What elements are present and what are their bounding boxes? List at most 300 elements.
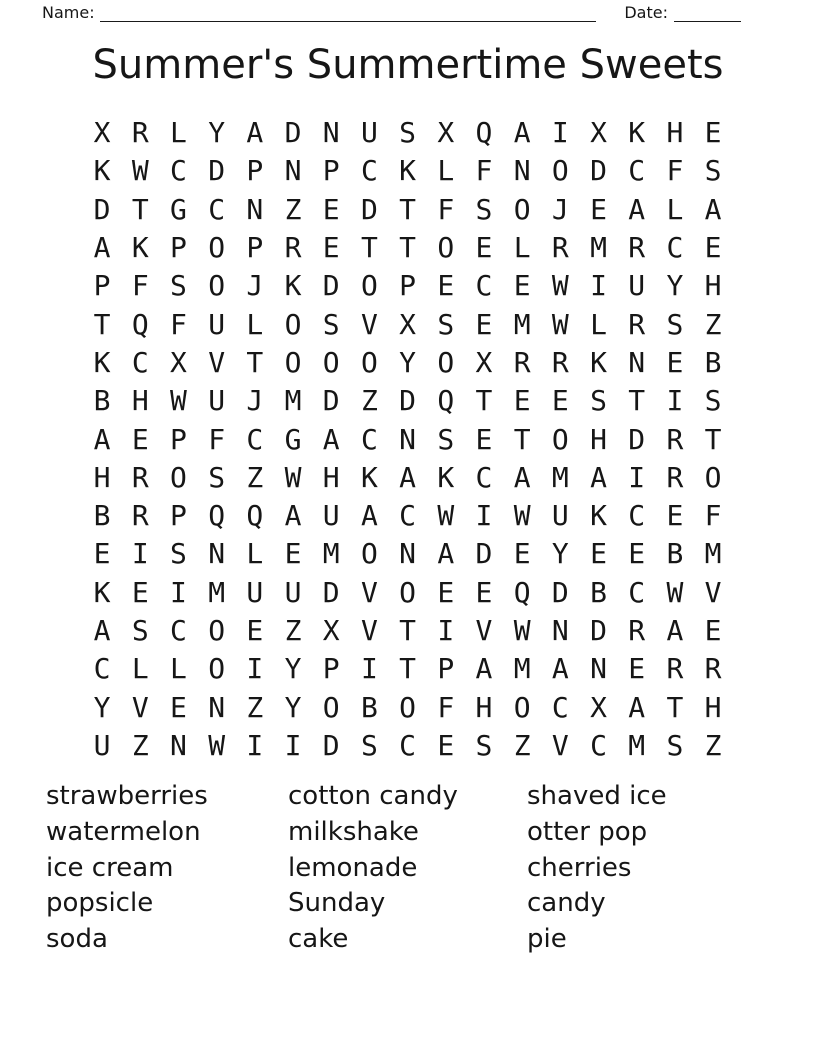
grid-letter-r13c8: V <box>360 575 378 609</box>
grid-letter-r14c2: S <box>131 614 149 647</box>
grid-letter-r8c10: Q <box>437 384 455 418</box>
grid-letter-r12c6: E <box>284 537 302 571</box>
grid-letter-r11c16: E <box>666 499 684 533</box>
grid-letter-r2c9: K <box>399 154 417 188</box>
grid-letter-r15c1: C <box>93 652 111 686</box>
grid-letter-r15c15: E <box>628 652 646 686</box>
grid-letter-r9c6: G <box>284 422 302 456</box>
grid-letter-r6c13: W <box>551 307 569 341</box>
grid-letter-r8c11: T <box>475 384 493 418</box>
grid-letter-r6c14: L <box>590 307 607 341</box>
grid-letter-r1c1: X <box>93 116 111 150</box>
grid-letter-r7c17: B <box>704 345 722 379</box>
grid-letter-r5c5: J <box>246 269 264 303</box>
grid-letter-r3c10: F <box>437 192 455 226</box>
grid-letter-r11c17: F <box>704 499 722 533</box>
grid-letter-r14c9: T <box>399 614 417 647</box>
grid-letter-r7c2: C <box>131 345 149 379</box>
name-label: Name: <box>42 3 95 22</box>
grid-letter-r15c2: L <box>131 652 149 686</box>
grid-letter-r2c3: C <box>170 154 187 188</box>
grid-letter-r9c1: A <box>93 422 111 456</box>
grid-letter-r10c12: A <box>513 460 531 494</box>
grid-letter-r2c11: F <box>475 154 493 188</box>
word-list-item: watermelon <box>46 816 201 847</box>
header <box>42 3 741 22</box>
word-list-item: Sunday <box>288 888 386 919</box>
word-list-item: shaved ice <box>527 781 667 811</box>
grid-letter-r16c16: T <box>666 690 684 724</box>
grid-letter-r12c17: M <box>704 537 722 571</box>
grid-letter-r8c14: S <box>590 384 607 418</box>
grid-letter-r5c13: W <box>551 269 569 303</box>
grid-letter-r14c7: X <box>322 614 340 647</box>
puzzle-title: Summer's Summertime Sweets <box>92 42 724 88</box>
grid-letter-r8c12: E <box>513 384 531 418</box>
grid-letter-r7c4: V <box>208 345 226 379</box>
grid-letter-r4c2: K <box>131 231 149 265</box>
letter-grid <box>83 114 732 765</box>
word-list-column-2 <box>288 779 458 958</box>
grid-letter-r2c17: S <box>704 154 722 188</box>
grid-letter-r1c6: D <box>284 116 302 150</box>
grid-letter-r3c14: E <box>590 192 607 226</box>
grid-letter-r5c14: I <box>590 269 607 303</box>
grid-letter-r8c16: I <box>666 384 684 418</box>
grid-letter-r7c11: X <box>475 345 493 379</box>
grid-letter-r15c10: P <box>437 652 455 686</box>
grid-letter-r3c6: Z <box>284 192 302 226</box>
grid-letter-r16c12: O <box>513 690 531 724</box>
grid-letter-r6c5: L <box>246 307 264 341</box>
word-list-item: lemonade <box>288 852 418 883</box>
grid-letter-r7c1: K <box>93 345 111 379</box>
grid-letter-r10c4: S <box>208 460 226 494</box>
grid-letter-r1c12: A <box>513 116 531 150</box>
grid-letter-r11c8: A <box>360 499 378 533</box>
grid-letter-r17c8: S <box>360 728 378 762</box>
grid-letter-r3c1: D <box>93 192 111 226</box>
grid-letter-r14c4: O <box>208 614 226 647</box>
grid-letter-r16c2: V <box>131 690 149 724</box>
grid-letter-r3c16: L <box>666 192 684 226</box>
grid-letter-r7c16: E <box>666 345 684 379</box>
grid-letter-r16c13: C <box>551 690 569 724</box>
grid-letter-r15c17: R <box>704 652 722 686</box>
grid-letter-r15c3: L <box>170 652 187 686</box>
word-list-item: strawberries <box>46 781 208 811</box>
grid-letter-r7c13: R <box>551 345 569 379</box>
grid-letter-r17c2: Z <box>131 728 149 762</box>
grid-letter-r3c8: D <box>360 192 378 226</box>
grid-letter-r1c7: N <box>322 116 340 150</box>
grid-letter-r13c10: E <box>437 575 455 609</box>
grid-letter-r13c9: O <box>399 575 417 609</box>
grid-letter-r16c9: O <box>399 690 417 724</box>
grid-letter-r14c3: C <box>170 614 187 647</box>
grid-letter-r5c2: F <box>131 269 149 303</box>
grid-letter-r12c15: E <box>628 537 646 571</box>
grid-letter-r10c7: H <box>322 460 340 494</box>
grid-letter-r5c3: S <box>170 269 187 303</box>
grid-letter-r14c6: Z <box>284 614 302 647</box>
grid-letter-r2c2: W <box>131 154 149 188</box>
grid-letter-r11c15: C <box>628 499 646 533</box>
grid-letter-r14c5: E <box>246 614 264 647</box>
grid-letter-r9c16: R <box>666 422 684 456</box>
grid-letter-r5c11: C <box>475 269 493 303</box>
grid-letter-r6c6: O <box>284 307 302 341</box>
grid-letter-r17c9: C <box>399 728 417 762</box>
grid-letter-r1c17: E <box>704 116 722 150</box>
grid-letter-r15c14: N <box>590 652 607 686</box>
grid-letter-r5c7: D <box>322 269 340 303</box>
grid-letter-r6c2: Q <box>131 307 149 341</box>
grid-letter-r11c7: U <box>322 499 340 533</box>
grid-letter-r12c7: M <box>322 537 340 571</box>
grid-letter-r1c2: R <box>131 116 149 150</box>
grid-letter-r4c4: O <box>208 231 226 265</box>
grid-letter-r3c4: C <box>208 192 226 226</box>
grid-letter-r7c8: O <box>360 345 378 379</box>
grid-letter-r6c7: S <box>322 307 340 341</box>
grid-letter-r8c8: Z <box>360 384 378 418</box>
grid-letter-r17c12: Z <box>513 728 531 762</box>
grid-letter-r9c12: T <box>513 422 531 456</box>
grid-letter-r6c17: Z <box>704 307 722 341</box>
grid-letter-r3c2: T <box>131 192 149 226</box>
grid-letter-r1c16: H <box>666 116 684 150</box>
grid-letter-r15c6: Y <box>284 652 302 686</box>
grid-letter-r8c13: E <box>551 384 569 418</box>
grid-letter-r12c11: D <box>475 537 493 571</box>
grid-letter-r9c13: O <box>551 422 569 456</box>
grid-letter-r5c17: H <box>704 269 722 303</box>
grid-letter-r16c6: Y <box>284 690 302 724</box>
grid-letter-r12c10: A <box>437 537 455 571</box>
grid-letter-r17c6: I <box>284 728 302 762</box>
grid-letter-r16c4: N <box>208 690 226 724</box>
grid-letter-r2c13: O <box>551 154 569 188</box>
grid-letter-r6c8: V <box>360 307 378 341</box>
word-list-column-1 <box>46 779 208 958</box>
grid-letter-r4c16: C <box>666 231 684 265</box>
grid-letter-r11c4: Q <box>208 499 226 533</box>
grid-letter-r10c9: A <box>399 460 417 494</box>
word-list-item: cherries <box>527 852 632 883</box>
grid-letter-r7c6: O <box>284 345 302 379</box>
date-blank-line <box>674 3 741 22</box>
grid-letter-r15c11: A <box>475 652 493 686</box>
grid-letter-r16c14: X <box>590 690 607 724</box>
grid-letter-r16c1: Y <box>93 690 111 724</box>
grid-letter-r9c10: S <box>437 422 455 456</box>
grid-letter-r4c5: P <box>246 231 264 265</box>
grid-letter-r5c16: Y <box>666 269 684 303</box>
grid-letter-r10c17: O <box>704 460 722 494</box>
grid-letter-r17c15: M <box>628 728 646 762</box>
grid-letter-r10c13: M <box>551 460 569 494</box>
grid-letter-r15c16: R <box>666 652 684 686</box>
grid-letter-r12c1: E <box>93 537 111 571</box>
grid-letter-r1c3: L <box>170 116 187 150</box>
grid-letter-r6c16: S <box>666 307 684 341</box>
grid-letter-r7c9: Y <box>399 345 417 379</box>
grid-letter-r5c8: O <box>360 269 378 303</box>
grid-letter-r3c5: N <box>246 192 264 226</box>
grid-letter-r8c15: T <box>628 384 646 418</box>
grid-letter-r2c16: F <box>666 154 684 188</box>
grid-letter-r10c3: O <box>170 460 187 494</box>
grid-letter-r10c8: K <box>360 460 378 494</box>
grid-letter-r12c4: N <box>208 537 226 571</box>
grid-letter-r17c4: W <box>208 728 226 762</box>
grid-letter-r16c5: Z <box>246 690 264 724</box>
grid-letter-r2c1: K <box>93 154 111 188</box>
grid-letter-r7c14: K <box>590 345 607 379</box>
grid-letter-r9c17: T <box>704 422 722 456</box>
grid-letter-r6c11: E <box>475 307 493 341</box>
grid-letter-r13c17: V <box>704 575 722 609</box>
word-list-item: ice cream <box>46 852 174 883</box>
grid-letter-r3c7: E <box>322 192 340 226</box>
grid-letter-r16c10: F <box>437 690 455 724</box>
grid-letter-r2c8: C <box>360 154 378 188</box>
grid-letter-r5c4: O <box>208 269 226 303</box>
grid-letter-r17c11: S <box>475 728 493 762</box>
grid-letter-r8c7: D <box>322 384 340 418</box>
grid-letter-r8c6: M <box>284 384 302 418</box>
grid-letter-r8c17: S <box>704 384 722 418</box>
grid-letter-r4c15: R <box>628 231 646 265</box>
grid-letter-r4c6: R <box>284 231 302 265</box>
grid-letter-r6c15: R <box>628 307 646 341</box>
word-list-item: soda <box>46 924 108 955</box>
grid-letter-r13c15: C <box>628 575 646 609</box>
grid-letter-r13c6: U <box>284 575 302 609</box>
grid-letter-r10c2: R <box>131 460 149 494</box>
grid-letter-r15c8: I <box>360 652 378 686</box>
grid-letter-r10c1: H <box>93 460 111 494</box>
grid-letter-r1c11: Q <box>475 116 493 150</box>
grid-letter-r5c10: E <box>437 269 455 303</box>
grid-letter-r13c3: I <box>170 575 187 609</box>
word-list-item: popsicle <box>46 888 154 919</box>
grid-letter-r8c1: B <box>93 384 111 418</box>
grid-letter-r15c4: O <box>208 652 226 686</box>
grid-letter-r11c9: C <box>399 499 417 533</box>
grid-letter-r14c1: A <box>93 614 111 647</box>
grid-letter-r16c7: O <box>322 690 340 724</box>
grid-letter-r6c12: M <box>513 307 531 341</box>
grid-letter-r1c10: X <box>437 116 455 150</box>
grid-letter-r2c6: N <box>284 154 302 188</box>
grid-letter-r6c1: T <box>93 307 111 341</box>
grid-letter-r11c5: Q <box>246 499 264 533</box>
grid-letter-r16c15: A <box>628 690 646 724</box>
grid-letter-r13c1: K <box>93 575 111 609</box>
grid-letter-r10c11: C <box>475 460 493 494</box>
grid-letter-r7c5: T <box>246 345 264 379</box>
grid-letter-r9c5: C <box>246 422 264 456</box>
grid-letter-r17c13: V <box>551 728 569 762</box>
grid-letter-r13c4: M <box>208 575 226 609</box>
grid-letter-r15c7: P <box>322 652 340 686</box>
grid-letter-r5c15: U <box>628 269 646 303</box>
grid-letter-r15c12: M <box>513 652 531 686</box>
grid-letter-r4c17: E <box>704 231 722 265</box>
grid-letter-r1c4: Y <box>208 116 226 150</box>
grid-letter-r1c9: S <box>399 116 417 150</box>
grid-letter-r3c9: T <box>399 192 417 226</box>
grid-letter-r5c6: K <box>284 269 302 303</box>
grid-letter-r13c7: D <box>322 575 340 609</box>
grid-letter-r16c3: E <box>170 690 187 724</box>
grid-letter-r1c15: K <box>628 116 646 150</box>
grid-letter-r12c16: B <box>666 537 684 571</box>
grid-letter-r12c5: L <box>246 537 264 571</box>
grid-letter-r10c6: W <box>284 460 302 494</box>
grid-letter-r4c3: P <box>170 231 187 265</box>
word-list-item: cake <box>288 924 349 955</box>
grid-letter-r12c2: I <box>131 537 149 571</box>
grid-letter-r14c11: V <box>475 614 493 647</box>
grid-letter-r11c3: P <box>170 499 187 533</box>
grid-letter-r17c14: C <box>590 728 607 762</box>
word-list-item: pie <box>527 924 567 955</box>
grid-letter-r8c2: H <box>131 384 149 418</box>
grid-letter-r6c4: U <box>208 307 226 341</box>
grid-letter-r16c8: B <box>360 690 378 724</box>
grid-letter-r13c11: E <box>475 575 493 609</box>
grid-letter-r7c7: O <box>322 345 340 379</box>
grid-letter-r8c9: D <box>399 384 417 418</box>
grid-letter-r9c7: A <box>322 422 340 456</box>
grid-letter-r17c7: D <box>322 728 340 762</box>
grid-letter-r13c14: B <box>590 575 607 609</box>
grid-letter-r6c10: S <box>437 307 455 341</box>
grid-letter-r1c13: I <box>551 116 569 150</box>
grid-letter-r3c13: J <box>551 192 569 226</box>
grid-letter-r3c3: G <box>170 192 187 226</box>
grid-letter-r12c9: N <box>399 537 417 571</box>
grid-letter-r13c16: W <box>666 575 684 609</box>
grid-letter-r6c3: F <box>170 307 187 341</box>
grid-letter-r2c10: L <box>437 154 455 188</box>
grid-letter-r12c14: E <box>590 537 607 571</box>
grid-letter-r8c3: W <box>170 384 187 418</box>
grid-letter-r7c12: R <box>513 345 531 379</box>
grid-letter-r5c12: E <box>513 269 531 303</box>
grid-letter-r9c4: F <box>208 422 226 456</box>
word-list-column-3 <box>527 779 667 958</box>
grid-letter-r15c13: A <box>551 652 569 686</box>
grid-letter-r2c15: C <box>628 154 646 188</box>
grid-letter-r1c8: U <box>360 116 378 150</box>
grid-letter-r9c15: D <box>628 422 646 456</box>
grid-letter-r12c3: S <box>170 537 187 571</box>
grid-letter-r11c14: K <box>590 499 607 533</box>
grid-letter-r14c17: E <box>704 614 722 647</box>
grid-letter-r11c12: W <box>513 499 531 533</box>
grid-letter-r5c9: P <box>399 269 417 303</box>
grid-letter-r16c17: H <box>704 690 722 724</box>
grid-letter-r17c1: U <box>93 728 111 762</box>
grid-letter-r17c10: E <box>437 728 455 762</box>
grid-letter-r1c14: X <box>590 116 607 150</box>
grid-letter-r13c5: U <box>246 575 264 609</box>
grid-letter-r17c3: N <box>170 728 187 762</box>
grid-letter-r4c13: R <box>551 231 569 265</box>
grid-letter-r10c16: R <box>666 460 684 494</box>
grid-letter-r17c16: S <box>666 728 684 762</box>
grid-letter-r3c12: O <box>513 192 531 226</box>
grid-letter-r14c12: W <box>513 614 531 647</box>
grid-letter-r1c5: A <box>246 116 264 150</box>
grid-letter-r9c8: C <box>360 422 378 456</box>
grid-letter-r14c8: V <box>360 614 378 647</box>
grid-letter-r11c10: W <box>437 499 455 533</box>
grid-letter-r16c11: H <box>475 690 493 724</box>
grid-letter-r6c9: X <box>399 307 417 341</box>
date-label: Date: <box>624 3 668 22</box>
grid-letter-r14c10: I <box>437 614 455 647</box>
grid-letter-r9c2: E <box>131 422 149 456</box>
grid-letter-r2c12: N <box>513 154 531 188</box>
grid-letter-r2c14: D <box>590 154 607 188</box>
grid-letter-r4c14: M <box>590 231 607 265</box>
grid-letter-r9c3: P <box>170 422 187 456</box>
grid-letter-r13c2: E <box>131 575 149 609</box>
grid-letter-r11c13: U <box>551 499 569 533</box>
grid-letter-r3c17: A <box>704 192 722 226</box>
grid-letter-r10c15: I <box>628 460 646 494</box>
grid-letter-r4c1: A <box>93 231 111 265</box>
word-list <box>0 779 816 969</box>
grid-letter-r2c4: D <box>208 154 226 188</box>
grid-letter-r4c9: T <box>399 231 417 265</box>
grid-letter-r10c14: A <box>590 460 607 494</box>
grid-letter-r14c13: N <box>551 614 569 647</box>
word-list-item: otter pop <box>527 816 648 847</box>
grid-letter-r2c7: P <box>322 154 340 188</box>
grid-letter-r11c6: A <box>284 499 302 533</box>
grid-letter-r13c12: Q <box>513 575 531 609</box>
grid-letter-r3c11: S <box>475 192 493 226</box>
grid-letter-r7c15: N <box>628 345 646 379</box>
word-list-item: cotton candy <box>288 781 458 811</box>
word-list-item: candy <box>527 888 606 919</box>
grid-letter-r12c8: O <box>360 537 378 571</box>
grid-letter-r10c5: Z <box>246 460 264 494</box>
grid-letter-r4c11: E <box>475 231 493 265</box>
grid-letter-r9c14: H <box>590 422 607 456</box>
grid-letter-r15c5: I <box>246 652 264 686</box>
grid-letter-r7c3: X <box>170 345 187 379</box>
word-list-item: milkshake <box>288 816 419 847</box>
grid-letter-r9c9: N <box>399 422 417 456</box>
grid-letter-r11c2: R <box>131 499 149 533</box>
grid-letter-r4c10: O <box>437 231 455 265</box>
grid-letter-r10c10: K <box>437 460 455 494</box>
grid-letter-r15c9: T <box>399 652 417 686</box>
grid-letter-r14c16: A <box>666 614 684 647</box>
name-blank-line <box>100 3 597 22</box>
grid-letter-r4c12: L <box>513 231 531 265</box>
grid-letter-r12c12: E <box>513 537 531 571</box>
grid-letter-r4c7: E <box>322 231 340 265</box>
grid-letter-r13c13: D <box>551 575 569 609</box>
